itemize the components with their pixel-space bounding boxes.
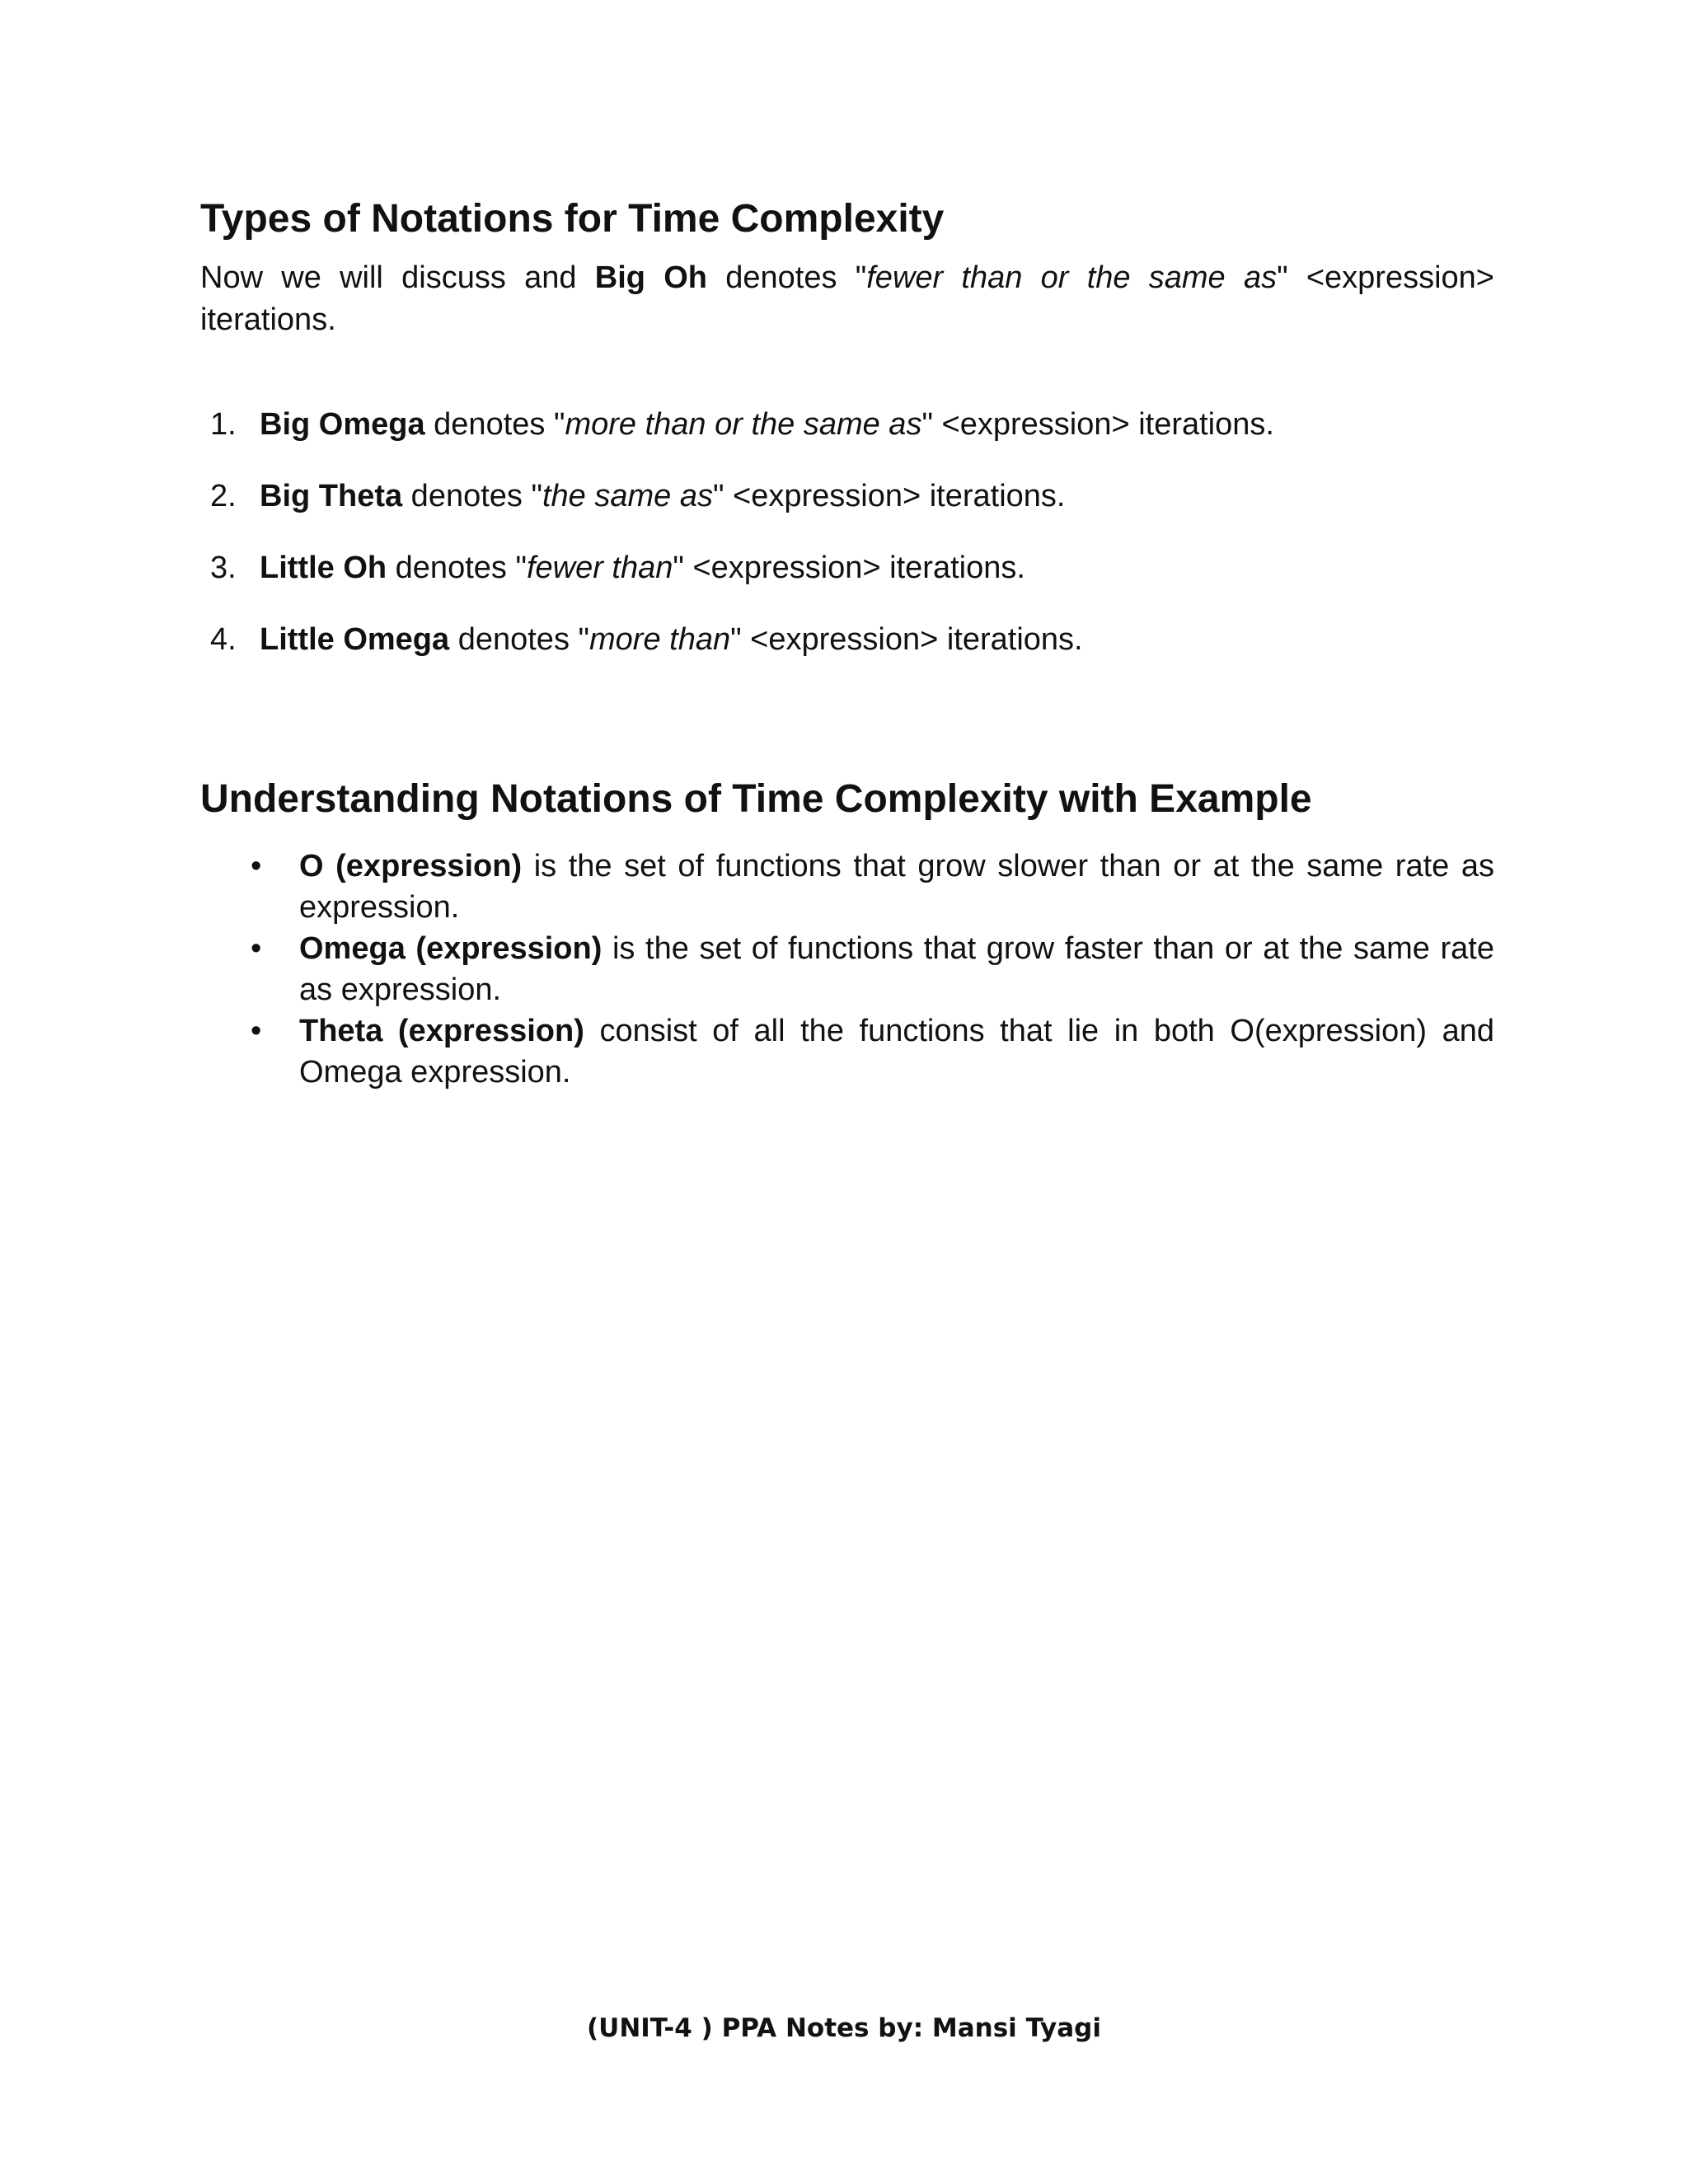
list-item-text: denotes " [387,551,527,585]
list-item-term: Little Oh [260,551,387,585]
bullet-term: Omega (expression) [299,931,603,966]
list-item-text: denotes " [402,479,542,513]
list-item [200,404,1494,446]
intro-text-3: " <expression> iterations. [200,260,1494,337]
notation-list [200,404,1494,661]
bullet-dot-icon: • [251,849,262,883]
list-item-text: " <expression> iterations. [673,551,1025,585]
list-item [200,547,1494,589]
intro-paragraph [200,257,1494,341]
bullet-item [200,928,1494,1010]
list-item-term: Little Omega [260,622,450,657]
bullet-item [200,1010,1494,1093]
list-number: 3. [210,551,237,585]
list-item-text: denotes " [449,622,589,657]
list-item-italic: more than or the same as [565,407,922,442]
bullet-term: Theta (expression) [299,1014,584,1048]
intro-italic: fewer than or the same as [866,260,1278,295]
bullet-text: is the set of functions that grow slower than or at the same rate as expression. [299,849,1494,925]
list-item-term: Big Omega [260,407,425,442]
intro-bold-big-oh: Big Oh [594,260,708,295]
list-item-text: " <expression> iterations. [921,407,1274,442]
list-item [200,619,1494,661]
list-item-italic: the same as [542,479,713,513]
list-item [200,476,1494,518]
example-bullet-list [200,846,1494,1093]
bullet-item [200,846,1494,928]
list-item-text: " <expression> iterations. [712,479,1066,513]
page-footer: (UNIT-4 ) PPA Notes by: Mansi Tyagi [586,2013,1101,2043]
list-item-italic: more than [589,622,731,657]
bullet-text: is the set of functions that grow faster than or at the same rate as expression. [299,931,1495,1007]
bullet-text: consist of all the functions that lie in both O(expression) and Omega expression. [299,1014,1494,1090]
section-title-types: Types of Notations for Time Complexity [200,197,945,241]
intro-text-1: Now we will discuss and [200,260,595,295]
bullet-term: O (expression) [299,849,523,883]
list-number: 4. [210,622,237,657]
list-item-term: Big Theta [260,479,403,513]
bullet-dot-icon: • [251,1014,262,1048]
list-number: 1. [210,407,237,442]
list-number: 2. [210,479,237,513]
bullet-dot-icon: • [251,931,262,966]
page-content [200,194,1494,1093]
list-item-text: " <expression> iterations. [730,622,1083,657]
section-title-understanding: Understanding Notations of Time Complexity with Example [200,777,1312,821]
intro-text-2: denotes " [707,260,867,295]
list-item-text: denotes " [424,407,565,442]
list-item-italic: fewer than [526,551,673,585]
